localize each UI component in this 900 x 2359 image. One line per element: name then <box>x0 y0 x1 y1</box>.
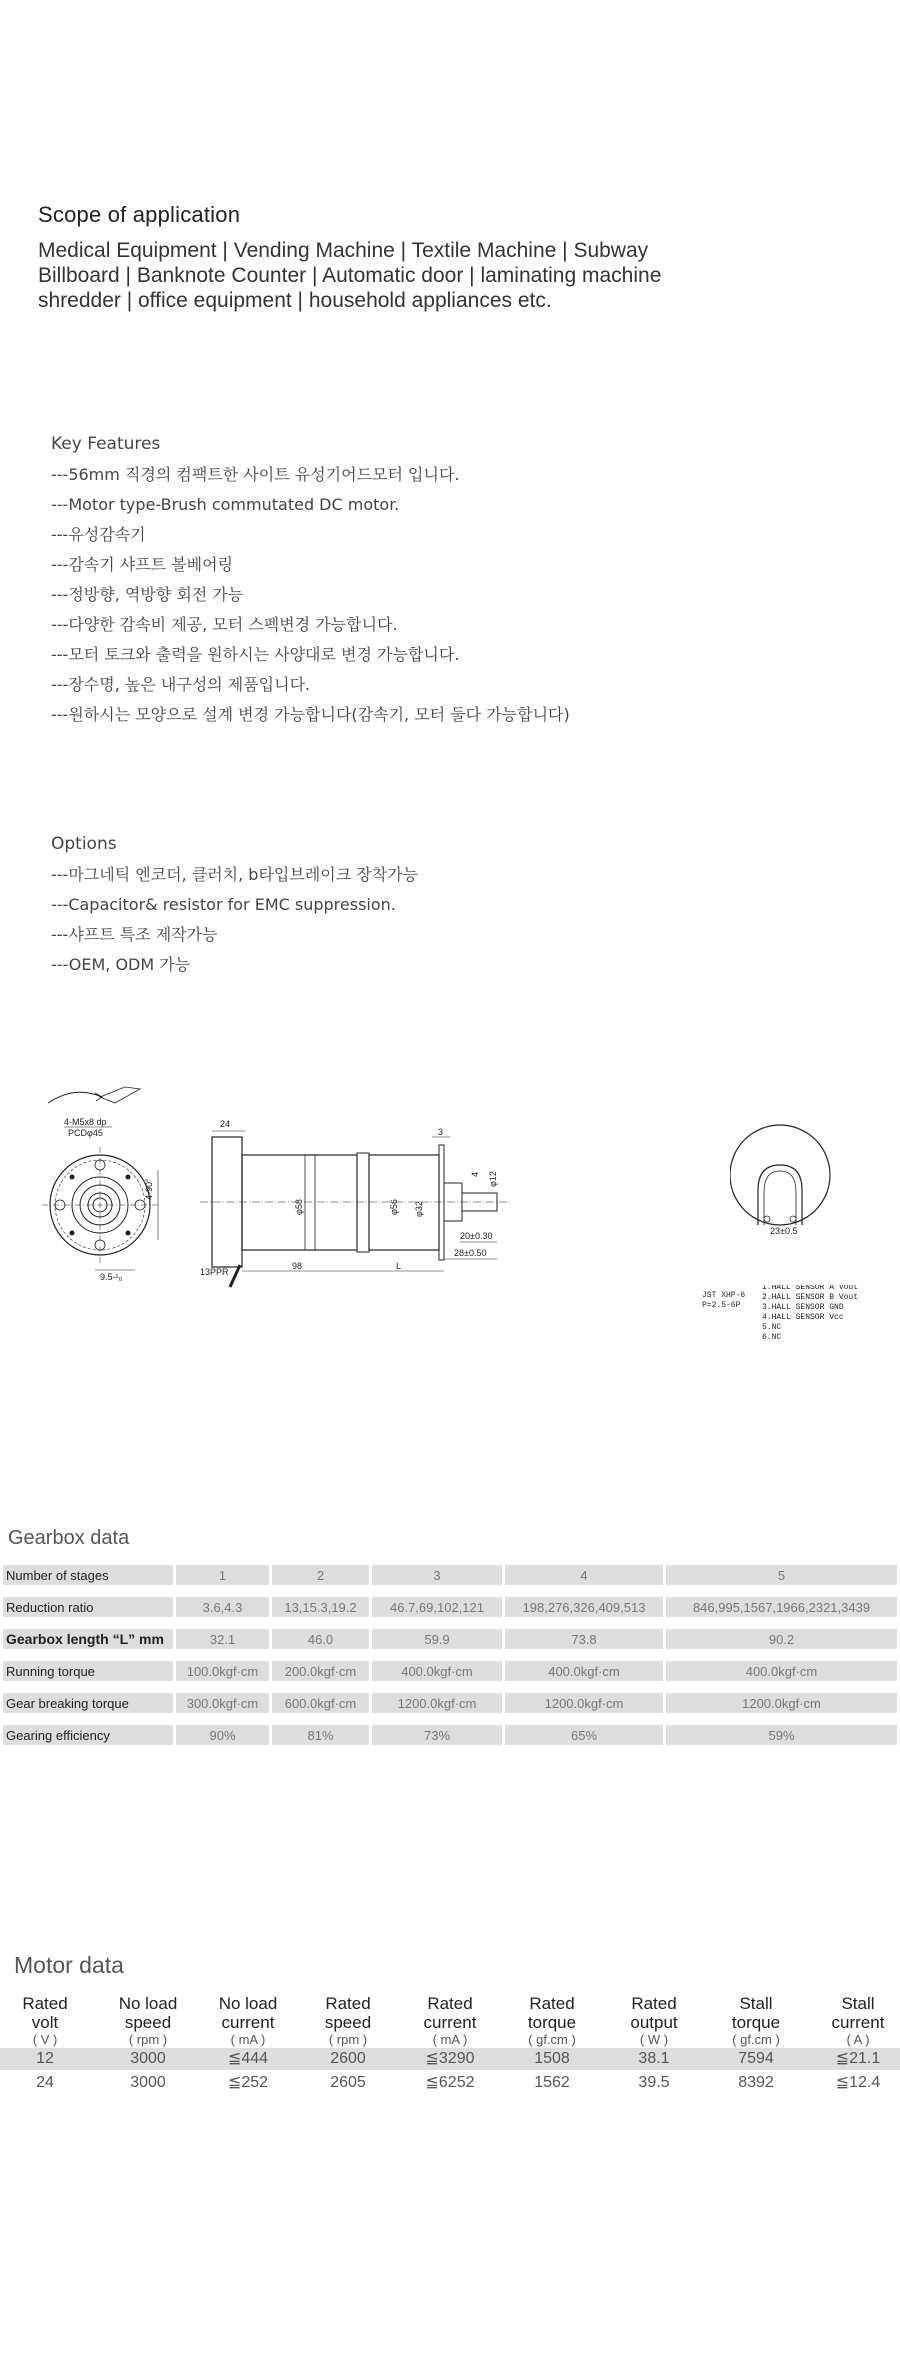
side-label: 28±0.50 <box>454 1248 487 1258</box>
table-cell: 1200.0kgf·cm <box>505 1693 663 1713</box>
table-cell: ≦3290 <box>425 2050 475 2067</box>
row-label: Gearing efficiency <box>3 1725 173 1745</box>
feature-item: ---정방향, 역방향 회전 가능 <box>51 585 244 604</box>
side-label: φ32 <box>414 1201 424 1217</box>
table-cell: 8392 <box>738 2074 774 2091</box>
table-row <box>3 1725 897 1745</box>
column-label: speed <box>324 2013 372 2032</box>
column-label: No load <box>218 1994 278 2013</box>
table-cell: 4 <box>505 1565 663 1585</box>
encoder-label: 23±0.5 <box>770 1226 798 1236</box>
table-cell: 73% <box>372 1725 502 1745</box>
column-unit: ( mA ) <box>230 2032 266 2047</box>
row-label: Reduction ratio <box>3 1597 173 1617</box>
motor-title: Motor data <box>14 1952 124 1978</box>
technical-drawing <box>40 1075 880 1365</box>
column-unit: ( mA ) <box>432 2032 468 2047</box>
feature-item: ---모터 토크와 출력을 원하시는 사양대로 변경 가능합니다. <box>51 645 460 664</box>
column-header <box>708 1994 804 2048</box>
table-cell: 1200.0kgf·cm <box>372 1693 502 1713</box>
table-cell: 1508 <box>534 2050 570 2067</box>
options-title: Options <box>51 834 117 854</box>
table-cell: 73.8 <box>505 1629 663 1649</box>
scope-section <box>38 202 878 313</box>
table-cell: 2600 <box>330 2050 366 2067</box>
table-row <box>3 1693 897 1713</box>
gearbox-title: Gearbox data <box>8 1527 130 1549</box>
key-features-title: Key Features <box>51 434 161 454</box>
column-unit: ( gf.cm ) <box>732 2032 780 2047</box>
table-cell: 7594 <box>738 2050 774 2067</box>
column-unit: ( W ) <box>639 2032 669 2047</box>
column-header <box>300 1994 396 2048</box>
scope-line: Medical Equipment | Vending Machine | Textile Machine | Subway <box>38 239 649 262</box>
column-label: current <box>221 2013 275 2032</box>
side-view-drawing <box>200 1075 640 1295</box>
motor-table-header <box>0 1994 900 2056</box>
table-cell: 846,995,1567,1966,2321,3439 <box>666 1597 897 1617</box>
table-cell: 100.0kgf·cm <box>176 1661 269 1681</box>
table-cell: 81% <box>272 1725 369 1745</box>
table-cell: 1200.0kgf·cm <box>666 1693 897 1713</box>
front-label: 4-90° <box>144 1178 154 1200</box>
pin-label: 6.NC <box>762 1333 782 1342</box>
column-label: torque <box>731 2013 781 2032</box>
table-cell: 39.5 <box>638 2074 670 2091</box>
pin-label: 3.HALL SENSOR GND <box>762 1303 844 1312</box>
column-label: current <box>423 2013 477 2032</box>
table-cell: 400.0kgf·cm <box>505 1661 663 1681</box>
column-header <box>100 1994 196 2048</box>
table-cell: 2605 <box>330 2074 366 2091</box>
scope-title: Scope of application <box>38 202 241 227</box>
column-label: Rated <box>427 1994 473 2013</box>
table-cell: 198,276,326,409,513 <box>505 1597 663 1617</box>
table-row <box>3 1597 897 1617</box>
feature-item: ---장수명, 높은 내구성의 제품입니다. <box>51 675 311 694</box>
table-cell: 65% <box>505 1725 663 1745</box>
table-cell: 13,15.3,19.2 <box>272 1597 369 1617</box>
option-item: ---마그네틱 엔코더, 클러치, b타입브레이크 장착가능 <box>51 865 419 884</box>
table-cell: 600.0kgf·cm <box>272 1693 369 1713</box>
table-cell: 1 <box>176 1565 269 1585</box>
option-item: ---Capacitor& resistor for EMC suppression. <box>51 895 396 914</box>
table-cell: 1562 <box>534 2074 570 2091</box>
side-label: 20±0.30 <box>460 1231 493 1241</box>
row-label: Gearbox length “L” mm <box>3 1629 173 1649</box>
side-label: 4 <box>470 1171 480 1177</box>
side-label: φ58 <box>294 1199 304 1215</box>
column-label: No load <box>118 1994 178 2013</box>
table-cell: 3.6,4.3 <box>176 1597 269 1617</box>
side-label: 13PPR <box>200 1267 229 1277</box>
table-cell: 2 <box>272 1565 369 1585</box>
side-label: 3 <box>438 1127 444 1137</box>
table-cell: 3000 <box>130 2074 166 2091</box>
front-view-drawing <box>40 1075 180 1295</box>
feature-item: ---감속기 샤프트 볼베어링 <box>51 555 234 574</box>
table-row <box>3 1629 897 1649</box>
table-row <box>0 2072 900 2094</box>
column-label: torque <box>527 2013 577 2032</box>
column-header <box>504 1994 600 2048</box>
column-label: Rated <box>631 1994 677 2013</box>
column-header <box>606 1994 702 2048</box>
scope-line: shredder | office equipment | household appliances etc. <box>38 289 552 312</box>
row-label: Gear breaking torque <box>3 1693 173 1713</box>
side-label: L <box>396 1261 402 1271</box>
table-cell: 400.0kgf·cm <box>666 1661 897 1681</box>
column-label: volt <box>31 2013 59 2032</box>
table-cell: 12 <box>36 2050 54 2067</box>
column-unit: ( V ) <box>32 2032 58 2047</box>
row-label: Number of stages <box>3 1565 173 1585</box>
column-label: Stall <box>739 1994 773 2013</box>
table-row <box>3 1661 897 1681</box>
column-unit: ( gf.cm ) <box>528 2032 576 2047</box>
scope-line: Billboard | Banknote Counter | Automatic door | laminating machine <box>38 264 662 287</box>
column-unit: ( A ) <box>846 2032 870 2047</box>
table-cell: 90% <box>176 1725 269 1745</box>
table-cell: 59.9 <box>372 1629 502 1649</box>
pin-label: 2.HALL SENSOR B Vout <box>762 1293 859 1302</box>
table-cell: 3000 <box>130 2050 166 2067</box>
pin-label: 4.HALL SENSOR Vcc <box>762 1313 844 1322</box>
gearbox-table <box>0 1553 900 1757</box>
column-header <box>810 1994 900 2048</box>
table-cell: 46.7,69,102,121 <box>372 1597 502 1617</box>
column-header <box>200 1994 296 2048</box>
table-cell: ≦444 <box>227 2050 269 2067</box>
table-cell: 90.2 <box>666 1629 897 1649</box>
table-cell: ≦6252 <box>425 2074 475 2091</box>
column-label: Rated <box>325 1994 371 2013</box>
column-unit: ( rpm ) <box>128 2032 168 2047</box>
column-header <box>402 1994 498 2048</box>
table-cell: 38.1 <box>638 2050 670 2067</box>
column-label: Rated <box>22 1994 68 2013</box>
connector-label: P=2.5-6P <box>702 1301 741 1310</box>
column-header <box>0 1994 93 2048</box>
table-cell: 200.0kgf·cm <box>272 1661 369 1681</box>
feature-item: ---다양한 감속비 제공, 모터 스펙변경 가능합니다. <box>51 615 398 634</box>
column-label: speed <box>124 2013 172 2032</box>
pin-label: 5.NC <box>762 1323 782 1332</box>
feature-item: ---유성감속기 <box>51 525 146 544</box>
table-cell: 59% <box>666 1725 897 1745</box>
feature-item: ---56mm 직경의 컴팩트한 사이트 유성기어드모터 입니다. <box>51 465 460 484</box>
table-cell: 400.0kgf·cm <box>372 1661 502 1681</box>
front-label: 9.5-¹₀ <box>100 1272 123 1282</box>
column-label: current <box>831 2013 885 2032</box>
row-label: Running torque <box>3 1661 173 1681</box>
table-cell: ≦12.4 <box>835 2074 881 2091</box>
option-item: ---OEM, ODM 가능 <box>51 955 191 974</box>
side-label: φ56 <box>389 1199 399 1215</box>
side-label: 98 <box>292 1261 303 1271</box>
feature-item: ---원하시는 모양으로 설계 변경 가능합니다(감속기, 모터 둘다 가능합니다) <box>51 705 570 724</box>
pin-label: 1.HALL SENSOR A Vout <box>762 1285 859 1292</box>
pinout-drawing <box>702 1285 882 1365</box>
front-label: PCDφ45 <box>68 1128 103 1138</box>
side-label: φ12 <box>488 1171 498 1187</box>
column-label: Stall <box>841 1994 875 2013</box>
option-item: ---샤프트 특조 제작가능 <box>51 925 218 944</box>
table-cell: 46.0 <box>272 1629 369 1649</box>
table-cell: ≦252 <box>227 2074 269 2091</box>
table-row <box>3 1565 897 1585</box>
column-label: output <box>630 2013 678 2032</box>
side-label: 24 <box>220 1119 231 1129</box>
connector-label: JST XHP-6 <box>702 1291 746 1300</box>
encoder-view-drawing <box>730 1115 870 1295</box>
table-cell: ≦21.1 <box>835 2050 881 2067</box>
table-row <box>0 2048 900 2070</box>
key-features-section <box>51 432 871 733</box>
column-label: Rated <box>529 1994 575 2013</box>
table-cell: 32.1 <box>176 1629 269 1649</box>
options-section <box>51 832 871 983</box>
column-unit: ( rpm ) <box>328 2032 368 2047</box>
table-cell: 3 <box>372 1565 502 1585</box>
front-label: 4-M5x8 dp <box>64 1117 107 1127</box>
table-cell: 5 <box>666 1565 897 1585</box>
table-cell: 300.0kgf·cm <box>176 1693 269 1713</box>
feature-item: ---Motor type-Brush commutated DC motor. <box>51 495 400 514</box>
table-cell: 24 <box>36 2074 54 2091</box>
